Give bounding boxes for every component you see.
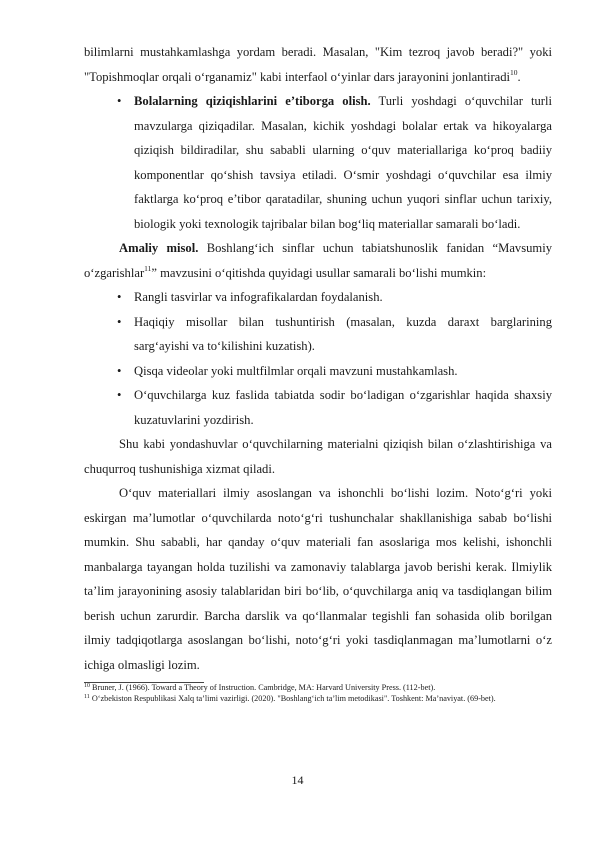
approaches-paragraph: Shu kabi yondashuvlar o‘quvchilarning materialni qiziqish bilan o‘zlashtirishiga va chuqurroq tushunishiga xizmat qiladi. (84, 437, 552, 476)
list-item (84, 285, 552, 310)
footnote-number: 10 (84, 683, 90, 689)
intro-end: . (517, 69, 521, 84)
footnote-number: 11 (84, 693, 90, 700)
list-item (84, 310, 552, 359)
bullet-interests-title: Bolalarning qiziqishlarini e’tiborga olish. (134, 94, 371, 108)
document-page (84, 40, 552, 704)
bullet-icon: • (117, 363, 122, 378)
example-paragraph (84, 236, 552, 285)
bullet-icon: • (117, 314, 122, 329)
footnote-ref-10: 10 (510, 67, 518, 77)
intro-text: bilimlarni mustahkamlashga yordam beradi. Masalan, "Kim tezroq javob beradi?" yoki "Topishmoqlar orqali o‘rganamiz" kabi interfaol o‘yinlar dars jarayonini jonlantiradi (84, 45, 552, 84)
bullet-icon: • (117, 94, 122, 108)
list-item-text: O‘quvchilarga kuz faslida tabiatda sodir bo‘ladigan o‘zgarishlar haqida shaxsiy kuzatuvlarini yozdirish. (134, 388, 552, 427)
footnote-ref-11: 11 (144, 263, 152, 273)
bullet-interests-text: Turli yoshdagi o‘quvchilar turli mavzularga qiziqadilar. Masalan, kichik yoshdagi bolalar ertak va hikoyalarga qiziqish bildiradilar, shu sababli ularning o‘quv materiallariga ko‘proq badiiy komponentlar qo‘shish tavsiya etiladi. O‘smir yoshdagi o‘quvchilar esa ilmiy faktlarga ko‘proq e’tibor qaratadilar, shuning uchun yuqori sinflar uchun tarixiy, biologik yoki texnologik tajribalar bilan bog‘liq materiallar samarali bo‘ladi. (134, 94, 552, 231)
list-item (84, 383, 552, 432)
list-item-text: Haqiqiy misollar bilan tushuntirish (masalan, kuzda daraxt barglarining sarg‘ayishi va to‘kilishini kuzatish). (134, 314, 552, 353)
footnote-10 (84, 683, 552, 694)
example-text-a: Boshlang‘ich sinflar uchun tabiatshunoslik fanidan “Mavsumiy o‘zgarishlar (84, 241, 552, 280)
footnote-11 (84, 694, 552, 705)
footnote-text: O‘zbekiston Respublikasi Xalq ta’limi vazirligi. (2020). "Boshlang‘ich ta’lim metodikasi". Toshkent: Ma’naviyat. (69-bet). (89, 693, 496, 703)
example-title: Amaliy misol. (119, 241, 199, 255)
intro-paragraph (84, 40, 552, 89)
page-number: 14 (291, 773, 304, 787)
bullet-icon: • (117, 290, 122, 304)
list-item-text: Rangli tasvirlar va infografikalardan foydalanish. (134, 290, 383, 304)
materials-paragraph: O‘quv materiallari ilmiy asoslangan va ishonchli bo‘lishi lozim. Noto‘g‘ri yoki eskirgan ma’lumotlar o‘quvchilarda noto‘g‘ri tushunchalar shakllanishiga sabab bo‘lishi mumkin. Shu sababli, har qanday o‘quv materiali fan asoslariga mos kelishi, ishonchli manbalarga tayangan holda tuzilishi va zamonaviy talablarga javob berishi kerak. Ilmiylik ta’lim jarayonining asosiy talablaridan biri bo‘lib, o‘quvchilarga aniq va tasdiqlangan bilim berish uchun zarurdir. Barcha darslik va qo‘llanmalar tegishli fan sohasida olib borilgan ilmiy tadqiqotlarga asoslangan bo‘lishi, noto‘g‘ri yoki tasdiqlanmagan ma’lumotlarni o‘z ichiga olmasligi lozim. (84, 486, 552, 672)
bullet-icon: • (117, 388, 122, 402)
list-item (84, 359, 552, 384)
footnote-text: Bruner, J. (1966). Toward a Theory of Instruction. Cambridge, MA: Harvard University Press. (112-bet). (90, 683, 436, 692)
example-text-b: ” mavzusini o‘qitishda quyidagi usullar samarali bo‘lishi mumkin: (151, 265, 487, 280)
bullet-interests (84, 89, 552, 236)
list-item-text: Qisqa videolar yoki multfilmlar orqali mavzuni mustahkamlash. (134, 363, 458, 378)
